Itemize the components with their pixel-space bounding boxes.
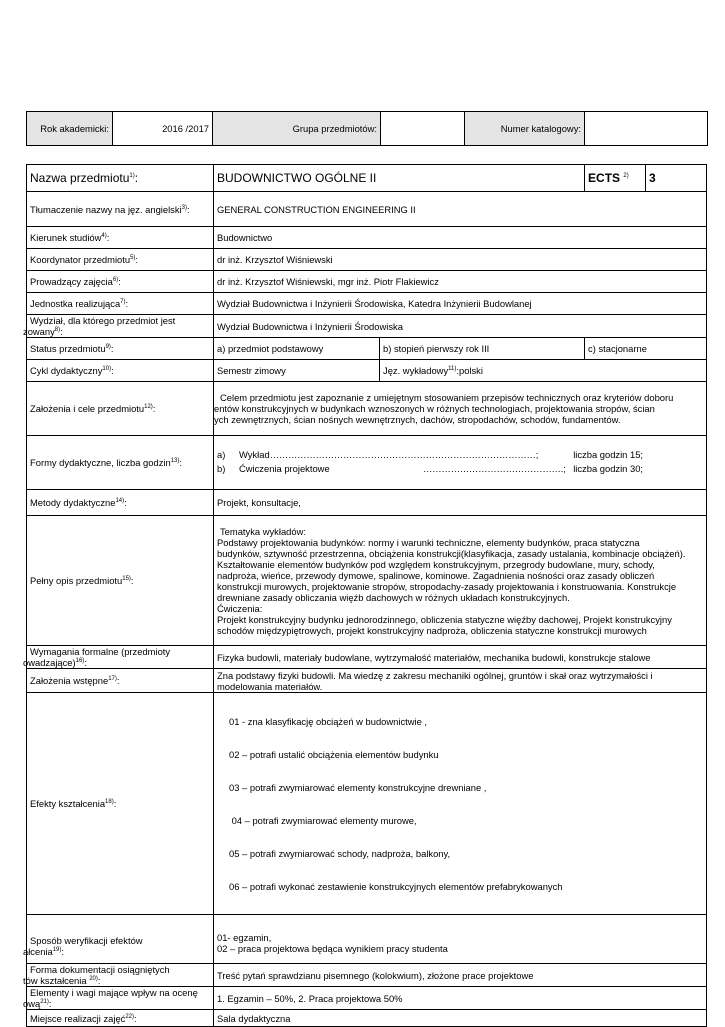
wymagania-label (23, 646, 214, 669)
efekty-value (214, 693, 707, 915)
header-table (26, 111, 708, 146)
formy-wyklad (217, 449, 703, 463)
efekt-05: 05 – potrafi zwymiarować schody, nadproża, balkony, (229, 848, 451, 859)
prowadzacy-value: dr inż. Krzysztof Wiśniewski, mgr inż. Piotr Flakiewicz (214, 271, 707, 293)
efekt-03: 03 – potrafi zwymiarować elementy konstrukcyjne drewniane , (229, 782, 487, 793)
elementy-wagi-label-line2: ową$^{21)}$: (23, 998, 52, 1009)
efekty-label: Efekty kształcenia$^{18)}$: (27, 693, 214, 915)
row-metody (27, 490, 707, 516)
kierunek-value: Budownictwo (214, 227, 707, 249)
numer-katalogowy-label: Numer katalogowy: (465, 112, 585, 146)
row-elementy-wagi (27, 987, 707, 1010)
opis-line-10: schodów międzypiętrowych, projekt konstrukcyjny nadproża, obliczenia statyczne konstrukcji murowych (217, 625, 647, 636)
sposob-label-line1: Sposób weryfikacji efektów (30, 935, 143, 946)
grupa-przedmiotow-value (381, 112, 465, 146)
zalozenia-cele-line1: Celem przedmiotu jest zapoznanie z umiejętnym stosowaniem przepisów technicznych oraz kryteriów doboru (220, 392, 674, 403)
prowadzacy-label: Prowadzący zajęcia$^{6)}$: (27, 271, 214, 293)
cykl-value: Semestr zimowy (214, 360, 380, 382)
jezyk-wykladowy: Jęz. wykładowy$^{11)}$:polski (380, 360, 707, 382)
metody-value: Projekt, konsultacje, (214, 490, 707, 516)
efekt-04: 04 – potrafi zwymiarować elementy murowe, (229, 815, 417, 826)
cykl-label: Cykl dydaktyczny$^{10)}$: (27, 360, 214, 382)
kierunek-label: Kierunek studiów$^{4)}$: (27, 227, 214, 249)
wydzial-label (23, 315, 214, 338)
opis-line-6: konstrukcji murowych, projektowanie stropów, stropodachy-zasady projektowania i konstruowania. Konstrukcje (217, 581, 677, 592)
formy-wyklad-hours: liczba godzin 15; (573, 448, 644, 460)
wydzial-label-line1: Wydział, dla którego przedmiot jest (30, 315, 176, 326)
koordynator-label: Koordynator przedmiotu$^{5)}$: (27, 249, 214, 271)
row-zalozenia-wstepne (27, 669, 707, 693)
wydzial-value: Wydział Budownictwa i Inżynierii Środowiska (214, 315, 707, 338)
row-formy (27, 436, 707, 490)
row-forma-dokumentacji (27, 964, 707, 987)
opis-line-3: budynków, sztywność przestrzenna, obciążenia konstrukcji(klasyfikacja, zasady ustalania, kombinacje obciążeń). (217, 548, 686, 559)
zalozenia-cele-label: Założenia i cele przedmiotu$^{12)}$: (27, 382, 214, 436)
ects-label: ECTS $^{2)}$ (585, 165, 646, 192)
elementy-wagi-label-line1: Elementy i wagi mające wpływ na ocenę (30, 987, 198, 998)
row-koordynator (27, 249, 707, 271)
formy-label: Formy dydaktyczne, liczba godzin$^{13)}$: (27, 436, 214, 490)
zalozenia-wstepne-line1: Zna podstawy fizyki budowli. Ma wiedzę z zakresu mechaniki ogólnej, gruntów i skał oraz wytrzymałości i (217, 669, 653, 681)
ects-value: 3 (646, 165, 707, 192)
formy-cwiczenia-hours: liczba godzin 30; (573, 462, 644, 474)
numer-katalogowy-value (585, 112, 708, 146)
opis-line-2: Podstawy projektowania budynków: normy i warunki techniczne, elementy budynków, praca statyczna (217, 537, 640, 548)
efekt-02: 02 – potrafi ustalić obciążenia elementów budynku (229, 749, 439, 760)
sposob-line2: 02 – praca projektowa będąca wynikiem pracy studenta (217, 943, 448, 954)
formy-wyklad-name: Wykład (239, 448, 270, 460)
formy-wyklad-letter: a) (217, 448, 226, 460)
forma-dok-label-line2: tów kształcenia $^{20)}$: (23, 975, 101, 986)
sposob-label (23, 915, 214, 964)
zalozenia-cele-value (214, 382, 707, 436)
zalozenia-cele-line2: entów konstrukcyjnych w budynkach wznoszonych w różnych technologiach, projektowania stropów, ścian (214, 403, 655, 414)
wydzial-label-line2: zowany$^{8)}$: (23, 326, 63, 337)
pelny-opis-label: Pełny opis przedmiotu$^{15)}$: (27, 516, 214, 646)
elementy-wagi-label (23, 987, 214, 1010)
efekt-06: 06 – potrafi wykonać zestawienie konstrukcyjnych elementów prefabrykowanych (229, 881, 563, 892)
nazwa-label: Nazwa przedmiotu$^{1)}$: (27, 165, 214, 192)
status-label: Status przedmiotu$^{9)}$: (27, 338, 214, 360)
course-table (23, 164, 707, 1027)
sposob-value (214, 915, 707, 964)
wymagania-label-line2: owadzające)$^{16)}$: (23, 657, 87, 668)
efekt-01: 01 - zna klasyfikację obciążeń w budownictwie , (229, 716, 428, 727)
jednostka-value: Wydział Budownictwa i Inżynierii Środowiska, Katedra Inżynierii Budowlanej (214, 293, 707, 315)
row-efekty (27, 693, 707, 915)
pelny-opis-value (214, 516, 707, 646)
row-prowadzacy (27, 271, 707, 293)
opis-line-9: Projekt konstrukcyjny budynku jednorodzinnego, obliczenia statyczne więźby dachowej, Projekt konstrukcyjny (217, 614, 672, 625)
status-c: c) stacjonarne (585, 338, 707, 360)
wymagania-value: Fizyka budowli, materiały budowlane, wytrzymałość materiałów, mechanika budowli, konstrukcje stalowe (214, 646, 707, 669)
forma-dok-label-line1: Forma dokumentacji osiągniętych (30, 964, 170, 975)
koordynator-value: dr inż. Krzysztof Wiśniewski (214, 249, 707, 271)
status-a: a) przedmiot podstawowy (214, 338, 380, 360)
zalozenia-wstepne-label: Założenia wstępne$^{17)}$: (27, 669, 214, 693)
formy-value (214, 436, 707, 490)
zalozenia-wstepne-line2: modelowania materiałów. (217, 680, 323, 692)
status-b: b) stopień pierwszy rok III (380, 338, 585, 360)
row-cykl (27, 360, 707, 382)
formy-cwiczenia (217, 463, 703, 477)
opis-line-1: Tematyka wykładów: (220, 526, 306, 537)
row-jednostka (27, 293, 707, 315)
row-wymagania (27, 646, 707, 669)
forma-dok-label (23, 964, 214, 987)
formy-cwiczenia-letter: b) (217, 462, 226, 474)
formy-wyklad-dots: ……………………………………………………………………………; (269, 448, 539, 460)
nazwa-value: BUDOWNICTWO OGÓLNE II (214, 165, 585, 192)
row-miejsce (27, 1010, 707, 1027)
formy-cwiczenia-name: Ćwiczenia projektowe (239, 462, 330, 474)
row-zalozenia-cele (27, 382, 707, 436)
row-kierunek (27, 227, 707, 249)
zalozenia-wstepne-value (214, 669, 707, 693)
row-sposob (27, 915, 707, 964)
row-nazwa (27, 165, 707, 192)
row-tlumaczenie (27, 192, 707, 227)
grupa-przedmiotow-label: Grupa przedmiotów: (213, 112, 381, 146)
forma-dok-value: Treść pytań sprawdzianu pisemnego (kolokwium), złożone prace projektowe (214, 964, 707, 987)
sposob-label-line2: ałcenia$^{19)}$: (23, 946, 64, 957)
jednostka-label: Jednostka realizująca$^{7)}$: (27, 293, 214, 315)
tlumaczenie-label: Tłumaczenie nazwy na jęz. angielski$^{3)}$: (27, 192, 214, 227)
zalozenia-cele-line3: ych zewnętrznych, ścian nośnych wewnętrznych, dachów, stropodachów, schodów, fundamentów. (214, 414, 621, 425)
row-pelny-opis (27, 516, 707, 646)
sposob-line1: 01- egzamin, (217, 932, 272, 943)
rok-akademicki-label: Rok akademicki: (27, 112, 113, 146)
opis-line-5: nadproża, wieńce, przewody dymowe, spalinowe, kominowe. Zagadnienia nośności oraz zasady obliczeń (217, 570, 655, 581)
wymagania-label-line1: Wymagania formalne (przedmioty (30, 646, 171, 657)
rok-akademicki-value: 2016 /2017 (113, 112, 213, 146)
row-wydzial (27, 315, 707, 338)
miejsce-value: Sala dydaktyczna (214, 1010, 707, 1027)
opis-line-4: Kształtowanie elementów budynków pod względem konstrukcyjnym, przegrody budowlane, mury, schody, (217, 559, 655, 570)
row-status (27, 338, 707, 360)
elementy-wagi-value: 1. Egzamin – 50%, 2. Praca projektowa 50% (214, 987, 707, 1010)
opis-line-7: drewniane zasady obliczania więźb dachowych w różnych układach konstrukcyjnych. (217, 592, 570, 603)
opis-line-8: Ćwiczenia: (217, 603, 263, 614)
tlumaczenie-value: GENERAL CONSTRUCTION ENGINEERING II (214, 192, 707, 227)
formy-cwiczenia-dots: ……………………………………….; (399, 462, 566, 474)
miejsce-label: Miejsce realizacji zajęć$^{22)}$: (27, 1010, 214, 1027)
metody-label: Metody dydaktyczne$^{14)}$: (27, 490, 214, 516)
